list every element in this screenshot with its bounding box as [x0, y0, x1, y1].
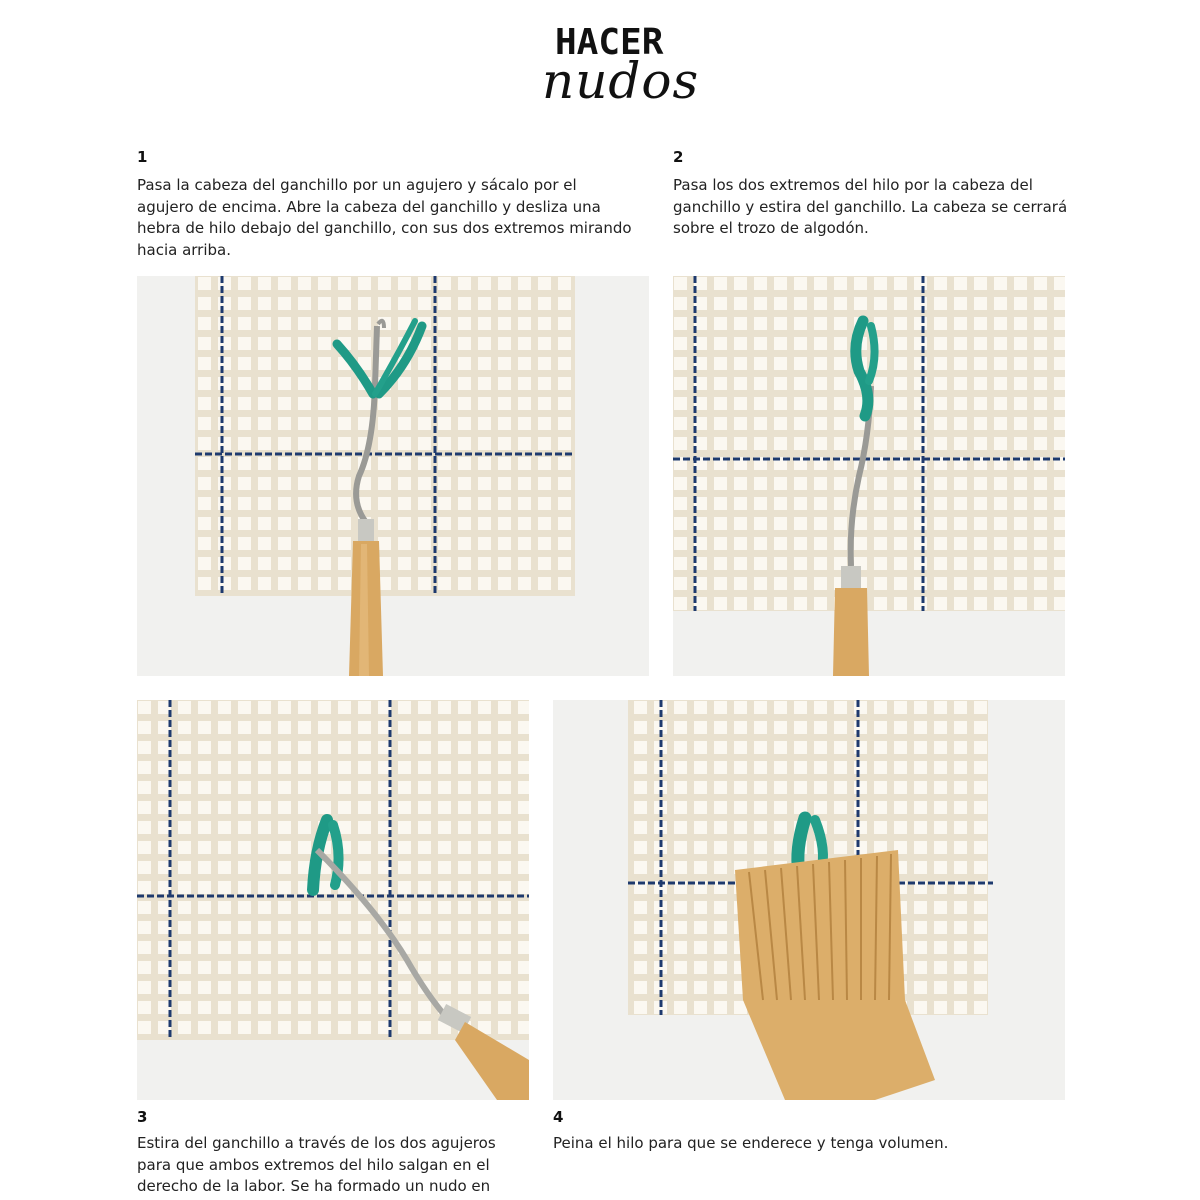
step-2-photo — [673, 276, 1065, 676]
step-3-photo — [137, 700, 529, 1100]
step-1-text: Pasa la cabeza del ganchillo por un agujero y sácalo por el agujero de encima. Abre la cabeza del ganchillo y desliza una hebra de hilo debajo del ganchillo, con sus dos extremos mirando hacia arriba. — [137, 176, 632, 259]
step-4-photo — [553, 700, 1065, 1100]
step-4-text: Peina el hilo para que se enderece y tenga volumen. — [553, 1134, 949, 1152]
step-3-number: 3 — [137, 1108, 148, 1126]
title-line-2: nudos — [542, 52, 700, 110]
step-2-number: 2 — [673, 148, 684, 166]
step-2-text: Pasa los dos extremos del hilo por la cabeza del ganchillo y estira del ganchillo. La cabeza se cerrará sobre el trozo de algodón. — [673, 176, 1068, 237]
step-1-photo — [137, 276, 649, 676]
step-3-text: Estira del ganchillo a través de los dos agujeros para que ambos extremos del hilo salgan en el derecho de la labor. Se ha formado un nudo en — [137, 1134, 496, 1195]
step-1-number: 1 — [137, 148, 148, 166]
title-line-1: HACER — [555, 22, 664, 63]
step-4-number: 4 — [553, 1108, 564, 1126]
